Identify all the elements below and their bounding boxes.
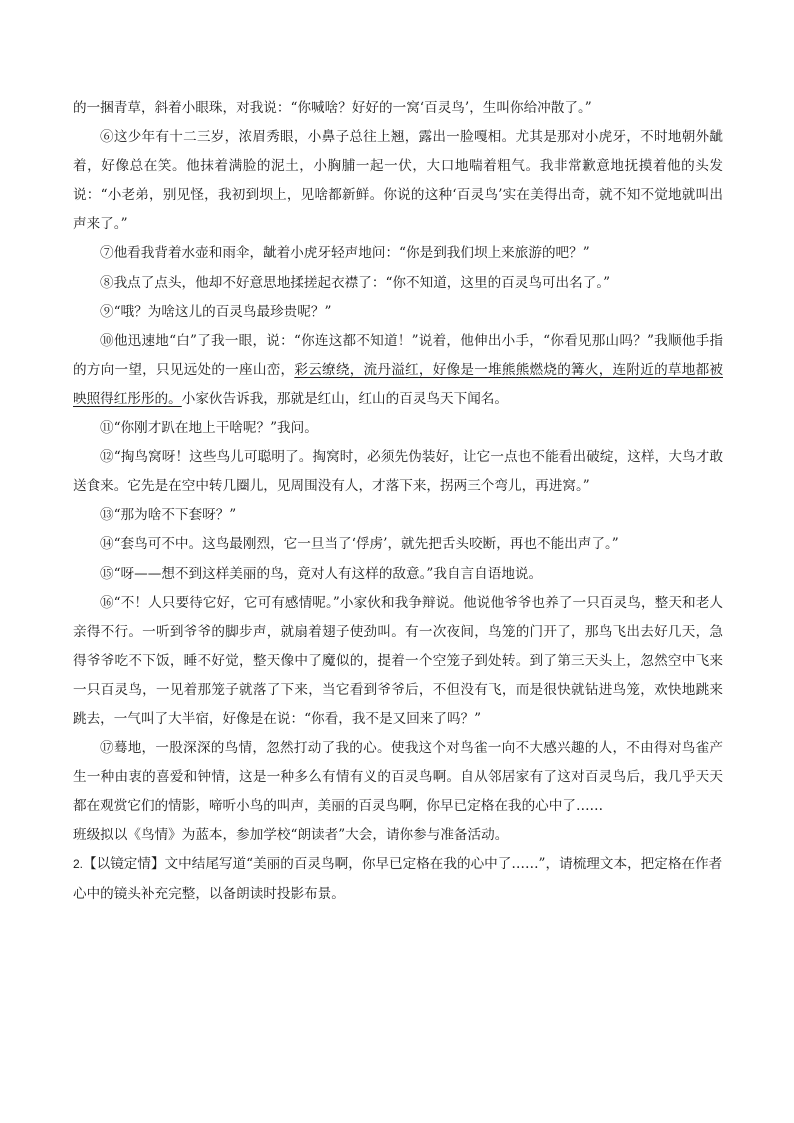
question-number: 2. — [73, 857, 84, 872]
activity-intro: 班级拟以《鸟情》为蓝本，参加学校“朗读者”大会，请你参与准备活动。 — [73, 827, 509, 844]
passage-paragraph-15: ⑮“呀——想不到这样美丽的鸟，竟对人有这样的敌意。”我自言自语地说。 — [100, 565, 543, 582]
passage-paragraph-6: ⑥这少年有十二三岁，浓眉秀眼，小鼻子总往上翘，露出一脸嘎相。尤其是那对小虎牙，不时地朝外龇着，好像总在笑。他抹着满脸的泥土，小胸脯一起一伏，大口地喘着粗气。我非常歉意地抚摸着他的头发说：“小老弟，别见怪，我初到坝上，见啥都新鲜。你说的这种‘百灵鸟’实在美得出奇，就不知不觉地就叫出声来了。” — [73, 129, 723, 233]
document-page — [73, 94, 723, 909]
passage-paragraph-12: ⑫“掏鸟窝呀！这些鸟儿可聪明了。掏窝时，必须先伪装好，让它一点也不能看出破绽，这样，大鸟才敢送食来。它先是在空中转几圈儿，见周围没有人，才落下来，拐两三个弯儿，再进窝。” — [73, 449, 723, 495]
passage-paragraph-8: ⑧我点了点头，他却不好意思地揉搓起衣襟了：“你不知道，这里的百灵鸟可出名了。” — [100, 274, 611, 291]
passage-paragraph-16: ⑯“不！人只要待它好，它可有感情呢。”小家伙和我争辩说。他说他爷爷也养了一只百灵鸟，整天和老人亲得不行。一听到爷爷的脚步声，就扇着翅子使劲叫。有一次夜间，鸟笼的门开了，那鸟飞出去好几天，急得爷爷吃不下饭，睡不好觉，整天像中了魔似的，提着一个空笼子到处转。到了第三天头上，忽然空中飞来一只百灵鸟，一见着那笼子就落了下来，当它看到爷爷后，不但没有飞，而是很快就钻进鸟笼，欢快地跳来跳去，一气叫了大半宿，好像是在说：“你看，我不是又回来了吗？” — [73, 594, 723, 727]
paragraph-10-end: 小家伙告诉我，那就是红山，红山的百灵鸟天下闻名。 — [181, 390, 508, 407]
passage-paragraph-10 — [73, 327, 723, 414]
passage-paragraph-17: ⑰蓦地，一股深深的鸟情，忽然打动了我的心。使我这个对鸟雀一向不大感兴趣的人，不由得对鸟雀产生一种由衷的喜爱和钟情，这是一种多么有情有义的百灵鸟啊。自从邻居家有了这对百灵鸟后，我几乎天天都在观赏它们的情影，啼听小鸟的叫声，美丽的百灵鸟啊，你早已定格在我的心中了…… — [73, 740, 723, 815]
underlined-sentence: 彩云缭绕，流丹溢红，好像是一堆熊熊燃烧的篝火，连附近的草地都被映照得红彤彤的。 — [73, 361, 723, 407]
question-2 — [73, 850, 723, 908]
question-text: 【以镜定情】文中结尾写道“美丽的百灵鸟啊，你早已定格在我的心中了……”，请梳理文本，把定格在作者心中的镜头补充完整，以备朗读时投影布景。 — [73, 856, 723, 902]
passage-paragraph-continued: 的一捆青草，斜着小眼珠，对我说：“你喊啥？好好的一窝‘百灵鸟’，生叫你给冲散了。” — [73, 100, 592, 116]
passage-paragraph-9: ⑨“哦？为啥这儿的百灵鸟最珍贵呢？” — [100, 303, 332, 320]
paragraph-10-start: ⑩他迅速地“白”了我一眼，说：“你连这都不知道！”说着，他伸出小手，“你看见那山吗？”我顺他手指的方向一望，只见远处的一座山峦， — [73, 332, 723, 378]
passage-paragraph-14: ⑭“套鸟可不中。这鸟最刚烈，它一旦当了‘俘虏’，就先把舌头咬断，再也不能出声了。” — [100, 536, 619, 553]
passage-paragraph-11: ⑪“你刚才趴在地上干啥呢？”我问。 — [100, 420, 318, 437]
passage-paragraph-13: ⑬“那为啥不下套呀？” — [100, 507, 237, 524]
passage-paragraph-7: ⑦他看我背着水壶和雨伞，龇着小虎牙轻声地问：“你是到我们坝上来旅游的吧？” — [100, 245, 590, 262]
